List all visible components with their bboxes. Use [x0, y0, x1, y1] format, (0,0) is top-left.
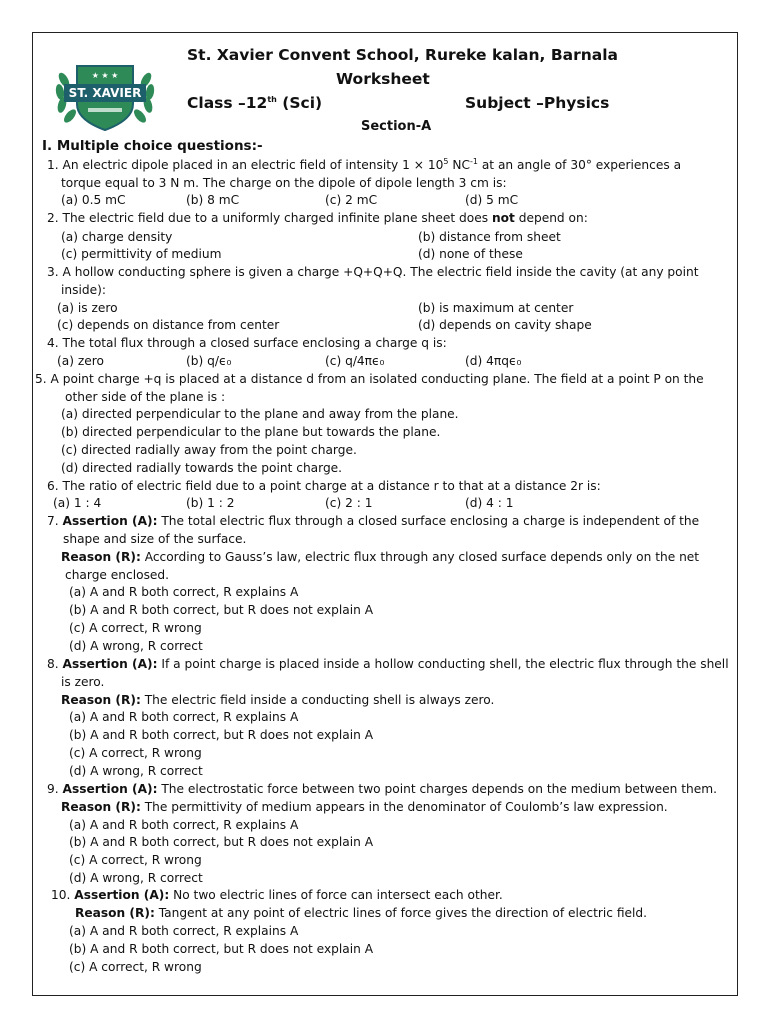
q7-option-a: (a) A and R both correct, R explains A — [69, 585, 299, 599]
q8-assertion-line2: is zero. — [61, 675, 105, 689]
q3-option-a: (a) is zero — [57, 301, 118, 315]
q9-assertion: 9. Assertion (A): The electrostatic force between two point charges depends on the medium between them. — [47, 782, 717, 796]
q8-assertion: 8. Assertion (A): If a point charge is placed inside a hollow conducting shell, the electric flux through the shell — [47, 657, 729, 671]
doc-type: Worksheet — [336, 70, 430, 88]
q6-option-c: (c) 2 : 1 — [325, 496, 373, 510]
q2-option-b: (b) distance from sheet — [418, 230, 561, 244]
q6-option-d: (d) 4 : 1 — [465, 496, 514, 510]
q7-option-d: (d) A wrong, R correct — [69, 639, 203, 653]
q5-option-d: (d) directed radially towards the point charge. — [61, 461, 343, 475]
q9-option-b: (b) A and R both correct, but R does not explain A — [69, 835, 374, 849]
q5-stem-line2: other side of the plane is : — [65, 390, 226, 404]
q4-option-d: (d) 4πqϵ₀ — [465, 354, 522, 368]
q2-stem: 2. The electric field due to a uniformly charged infinite plane sheet does not depend on: — [47, 211, 588, 225]
q7-option-b: (b) A and R both correct, but R does not explain A — [69, 603, 374, 617]
q3-option-b: (b) is maximum at center — [418, 301, 574, 315]
q1-option-c: (c) 2 mC — [325, 193, 378, 207]
q7-option-c: (c) A correct, R wrong — [69, 621, 202, 635]
q10-option-b: (b) A and R both correct, but R does not explain A — [69, 942, 374, 956]
q8-option-c: (c) A correct, R wrong — [69, 746, 202, 760]
q10-option-c: (c) A correct, R wrong — [69, 960, 202, 974]
part-heading: I. Multiple choice questions:- — [42, 138, 263, 154]
q6-option-b: (b) 1 : 2 — [186, 496, 235, 510]
q7-reason-line2: charge enclosed. — [65, 568, 170, 582]
q9-reason: Reason (R): The permittivity of medium appears in the denominator of Coulomb’s law expression. — [61, 800, 668, 814]
q4-option-a: (a) zero — [57, 354, 104, 368]
q6-stem: 6. The ratio of electric field due to a point charge at a distance r to that at a distance 2r is: — [47, 479, 601, 493]
q4-option-b: (b) q/ϵ₀ — [186, 354, 232, 368]
q9-option-d: (d) A wrong, R correct — [69, 871, 203, 885]
q5-stem: 5. A point charge +q is placed at a distance d from an isolated conducting plane. The field at a point P on the — [35, 372, 704, 386]
q1-stem-line2: torque equal to 3 N m. The charge on the dipole of dipole length 3 cm is: — [61, 176, 507, 190]
q2-option-c: (c) permittivity of medium — [61, 247, 222, 261]
q8-reason: Reason (R): The electric field inside a conducting shell is always zero. — [61, 693, 495, 707]
q3-option-d: (d) depends on cavity shape — [418, 318, 592, 332]
subject-label: Subject –Physics — [465, 94, 610, 112]
q5-option-a: (a) directed perpendicular to the plane and away from the plane. — [61, 407, 459, 421]
q3-stem-line2: inside): — [61, 283, 106, 297]
q7-reason: Reason (R): According to Gauss’s law, electric flux through any closed surface depends only on the net — [61, 550, 700, 564]
q8-option-b: (b) A and R both correct, but R does not explain A — [69, 728, 374, 742]
q2-option-d: (d) none of these — [418, 247, 523, 261]
q4-option-c: (c) q/4πϵ₀ — [325, 354, 385, 368]
q10-assertion: 10. Assertion (A): No two electric lines of force can intersect each other. — [51, 888, 503, 902]
q8-option-a: (a) A and R both correct, R explains A — [69, 710, 299, 724]
q3-option-c: (c) depends on distance from center — [57, 318, 280, 332]
q9-option-c: (c) A correct, R wrong — [69, 853, 202, 867]
q10-option-a: (a) A and R both correct, R explains A — [69, 924, 299, 938]
q7-assertion-line2: shape and size of the surface. — [63, 532, 247, 546]
q9-option-a: (a) A and R both correct, R explains A — [69, 818, 299, 832]
q5-option-b: (b) directed perpendicular to the plane but towards the plane. — [61, 425, 441, 439]
class-label: Class –12th (Sci) — [187, 94, 323, 112]
school-name: St. Xavier Convent School, Rureke kalan, Barnala — [187, 46, 619, 64]
q4-stem: 4. The total flux through a closed surface enclosing a charge q is: — [47, 336, 447, 350]
logo-ribbon — [88, 108, 122, 112]
q3-stem: 3. A hollow conducting sphere is given a charge +Q+Q+Q. The electric field inside the cavity (at any point — [47, 265, 699, 279]
q1-stem: 1. An electric dipole placed in an electric field of intensity $1 \times 10^5$ $NC^{-1}$ at an angle of 30° experiences a — [47, 156, 682, 172]
q8-option-d: (d) A wrong, R correct — [69, 764, 203, 778]
q10-reason: Reason (R): Tangent at any point of electric lines of force gives the direction of electric field. — [75, 906, 647, 920]
q6-option-a: (a) 1 : 4 — [53, 496, 102, 510]
section-label: Section-A — [361, 119, 432, 134]
q1-option-a: (a) 0.5 mC — [61, 193, 126, 207]
q7-assertion: 7. Assertion (A): The total electric flux through a closed surface enclosing a charge is independent of the — [47, 514, 700, 528]
q2-option-a: (a) charge density — [61, 230, 173, 244]
logo-text: ST. XAVIER — [68, 86, 142, 100]
school-logo — [50, 58, 160, 134]
q5-option-c: (c) directed radially away from the point charge. — [61, 443, 357, 457]
star-icon: ★ ★ ★ — [91, 71, 119, 80]
q1-option-d: (d) 5 mC — [465, 193, 519, 207]
q1-option-b: (b) 8 mC — [186, 193, 240, 207]
